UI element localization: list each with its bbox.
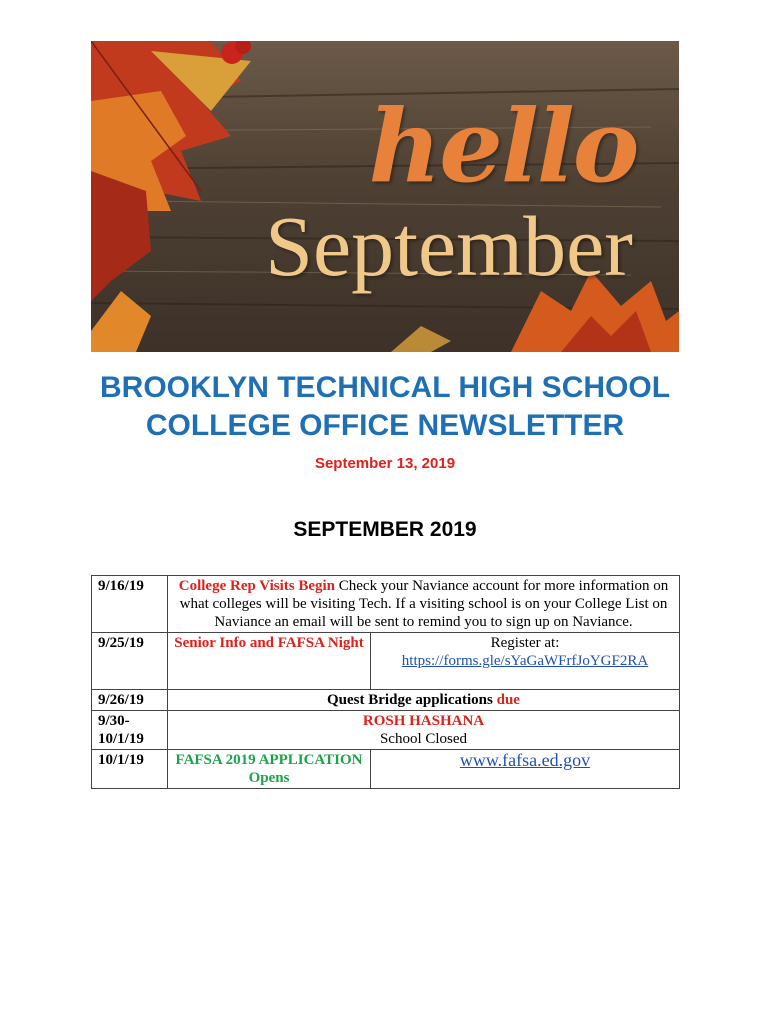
event-date: 9/25/19 [92,633,168,690]
event-date: 9/16/19 [92,576,168,633]
fafsa-link[interactable]: www.fafsa.ed.gov [459,750,591,770]
event-due: due [496,692,520,708]
event-title: Senior Info and FAFSA Night [168,633,371,690]
event-description [168,576,680,633]
table-row [92,750,680,789]
table-row [92,576,680,633]
event-date: 9/30-10/1/19 [92,711,168,750]
event-title: ROSH HASHANA [362,713,485,729]
title-line-1: BROOKLYN TECHNICAL HIGH SCHOOL [99,371,671,404]
month-heading: SEPTEMBER 2019 [293,518,477,541]
event-date: 9/26/19 [92,690,168,711]
event-text: Quest Bridge applications [327,692,497,708]
newsletter-title [0,369,770,445]
table-row [92,690,680,711]
newsletter-date: September 13, 2019 [314,455,456,472]
hello-september-banner [91,41,679,352]
events-table [91,575,680,789]
register-link[interactable]: https://forms.gle/sYaGaWFrfJoYGF2RA [401,653,649,669]
september-text: September [265,198,633,294]
autumn-leaves-left [91,41,251,301]
event-highlight: College Rep Visits Begin [178,578,336,594]
event-note: School Closed [379,731,468,747]
table-row [92,633,680,690]
event-title: FAFSA 2019 APPLICATION Opens [168,750,371,789]
event-title [168,690,680,711]
title-line-2: COLLEGE OFFICE NEWSLETTER [145,409,625,442]
event-registration [371,633,680,690]
table-row [92,711,680,750]
event-description [168,711,680,750]
event-link-cell [371,750,680,789]
event-date: 10/1/19 [92,750,168,789]
hello-text: hello [368,87,638,205]
event-text: Check your Naviance account for more information on what colleges will be visiting Tech. If a visiting school is on your College List on Naviance an email will be sent to remind you to sign up on Naviance. [179,578,669,630]
register-label: Register at: [490,635,560,651]
